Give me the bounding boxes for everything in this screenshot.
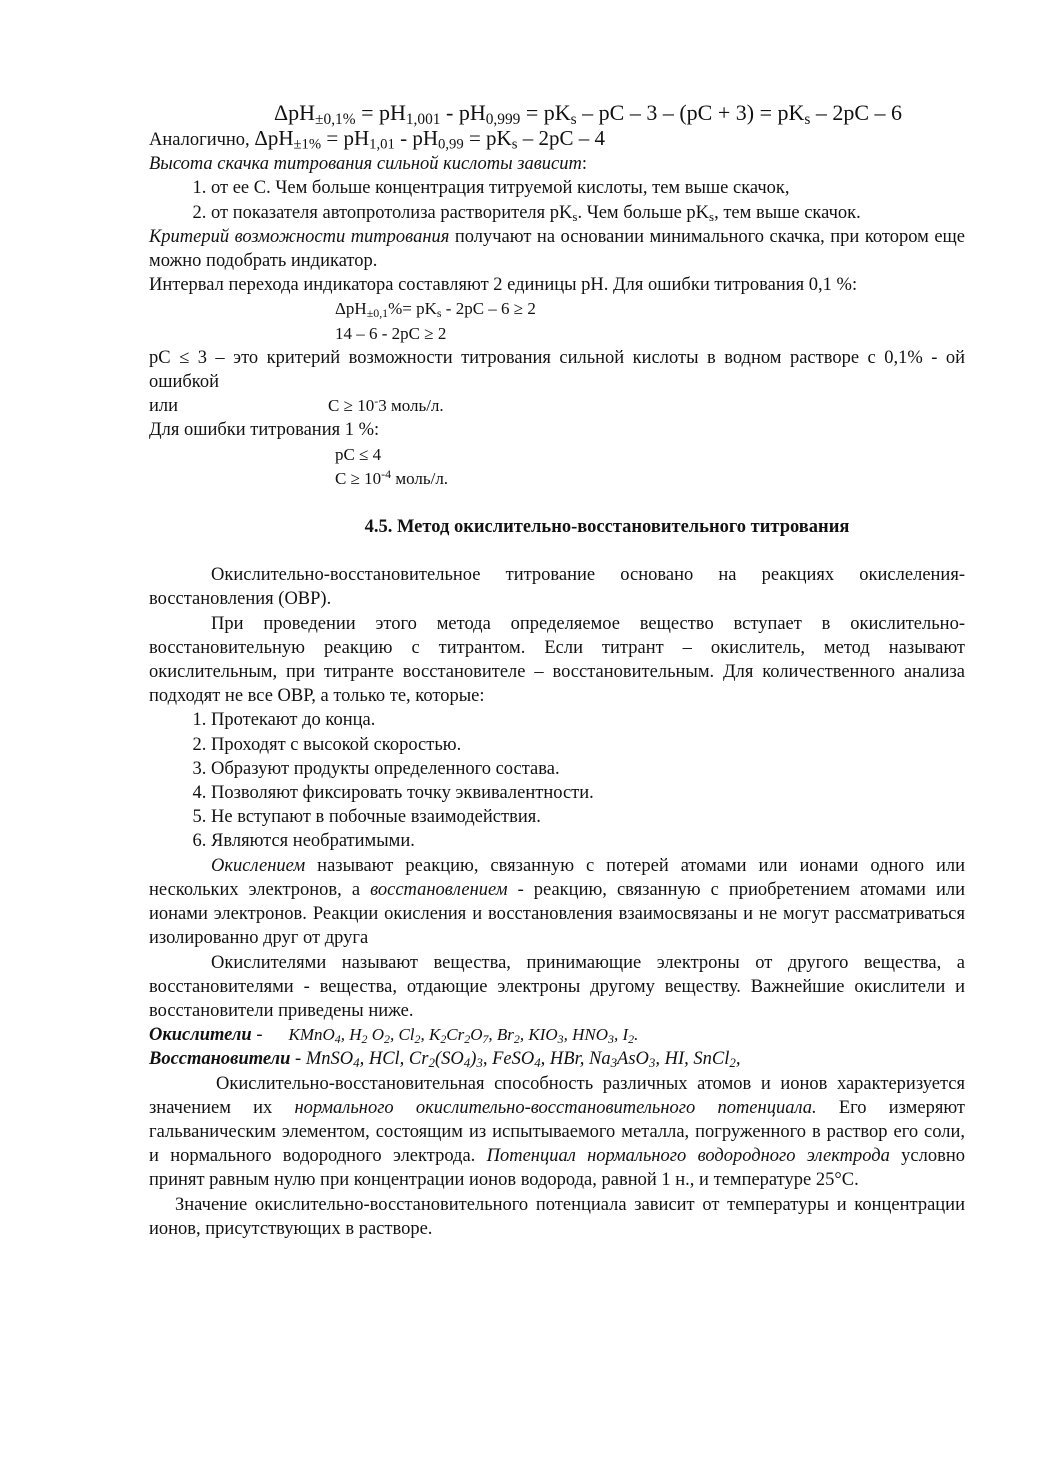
reducers-formulas: MnSO$_4$, HCl, $Cr_2(SO_4)_3$, FeSO$_4$, HBr, $Na_3AsO_3$, HI, SnCl$_2$,	[305, 1049, 741, 1071]
formula-delta-ph-1: Аналогично, $\Delta pH_{\pm 1\%} = pH_{1,01} - pH_{0,99} = pK_s - 2pC - 4$	[149, 126, 605, 153]
paragraph-4: Окислителями называют вещества, принимающие электроны от другого вещества, а восстановителями - вещества, отдающие электроны другому веществу. Важнейшие окислители и восстановители приведены ниже.	[149, 952, 965, 1021]
jump-height-list	[149, 176, 965, 224]
paragraph-2: При проведении этого метода определяемое вещество вступает в окислительно-восстановительную реакцию с титрантом. Если титрант – окислитель, метод называют окислительным, при титранте восстановителе – восстановительным. Для количественного анализа подходят не все ОВР, а только те, которые:	[149, 613, 965, 707]
condition-line-3: pC ≤ 4	[335, 444, 382, 464]
jump-height-heading: Высота скачка титрования сильной кислоты зависит:	[149, 154, 588, 175]
ili-line: или C ≥ 10-3 моль/л.	[149, 394, 444, 417]
error-1-text: Для ошибки титрования 1 %:	[149, 420, 380, 441]
list-item: 4. Позволяют фиксировать точку эквивалентности.	[211, 781, 965, 805]
reducers-line: Восстановители - MnSO$_4$, HCl, $Cr_2(SO_4)_3$, FeSO$_4$, HBr, $Na_3AsO_3$, HI, SnCl$_2$,	[149, 1049, 741, 1071]
paragraph-6: Значение окислительно-восстановительного потенциала зависит от температуры и концентрации ионов, присутствующих в растворе.	[149, 1194, 965, 1239]
list-item: 1. от ее С. Чем больше концентрация титруемой кислоты, тем выше скачок,	[211, 176, 965, 200]
paragraph-1: Окислительно-восстановительное титрование основано на реакциях окислеления-восстановления (ОВР).	[149, 565, 965, 610]
criterion-pc-paragraph: pC ≤ 3 – это критерий возможности титрования сильной кислоты в водном растворе с 0,1% - ой ошибкой	[149, 347, 965, 393]
condition-line-2: 14 – 6 - 2pC ≥ 2	[335, 323, 447, 343]
oxidizers-formulas: KMnO$_4$, $H_2$ $O_2$, $Cl_2$, $K_2Cr_2O_7$, $Br_2$, $KIO_3$, $HNO_3$, $I_2$.	[288, 1025, 639, 1047]
oxidizers-line: Окислители - KMnO$_4$, $H_2$ $O_2$, $Cl_2$, $K_2Cr_2O_7$, $Br_2$, $KIO_3$, $HNO_3$, $I_2$.	[149, 1025, 639, 1047]
list-item: 2. Проходят с высокой скоростью.	[211, 733, 965, 757]
list-item: 1. Протекают до конца.	[211, 708, 965, 732]
section-heading: 4.5. Метод окислительно-восстановительного титрования	[364, 517, 850, 538]
list-item: 2. от показателя автопротолиза растворителя $pK_s$. Чем больше $pK_s$, тем выше скачок.	[211, 201, 965, 225]
paragraph-3: Окислением называют реакцию, связанную с потерей атомами или ионами одного или нескольких электронов, а восстановлением - реакцию, связанную с приобретением атомами или ионами электронов. Реакции окисления и восстановления взаимосвязаны и не могут рассматриваться изолированно друг от друга	[149, 855, 965, 949]
list-item: 6. Являются необратимыми.	[211, 829, 965, 853]
condition-line-4: $C \ge 10^{-4}$ моль/л.	[335, 466, 449, 488]
criterion-paragraph: Критерий возможности титрования получают на основании минимального скачка, при котором еще можно подобрать индикатор.	[149, 226, 965, 272]
condition-line-1: $\Delta pH_{\pm 0,1}\%= pK_s - 2pC - 6 \ge 2$	[335, 299, 536, 321]
interval-text: Интервал перехода индикатора составляют 2 единицы рН. Для ошибки титрования 0,1 %:	[149, 275, 858, 296]
ovr-requirements-list	[149, 708, 965, 853]
page-content	[149, 100, 965, 1241]
formula-delta-ph-01: $\Delta pH_{\pm 0,1\%} = pH_{1,001} - pH_{0,999} = pK_s$ – pC – $3 - (pC + 3) = pK_s - 2pC - 6$	[274, 100, 903, 128]
list-item: 5. Не вступают в побочные взаимодействия.	[211, 805, 965, 829]
paragraph-5: Окислительно-восстановительная способность различных атомов и ионов характеризуется значением их нормального окислительно-восстановительного потенциала. Его измеряют гальваническим элементом, состоящим из испытываемого металла, погруженного в раствор его соли, и нормального водородного электрода. Потенциал нормального водородного электрода условно принят равным нулю при концентрации ионов водорода, равной 1 н., и температуре 25°С.	[149, 1073, 965, 1191]
list-item: 3. Образуют продукты определенного состава.	[211, 757, 965, 781]
